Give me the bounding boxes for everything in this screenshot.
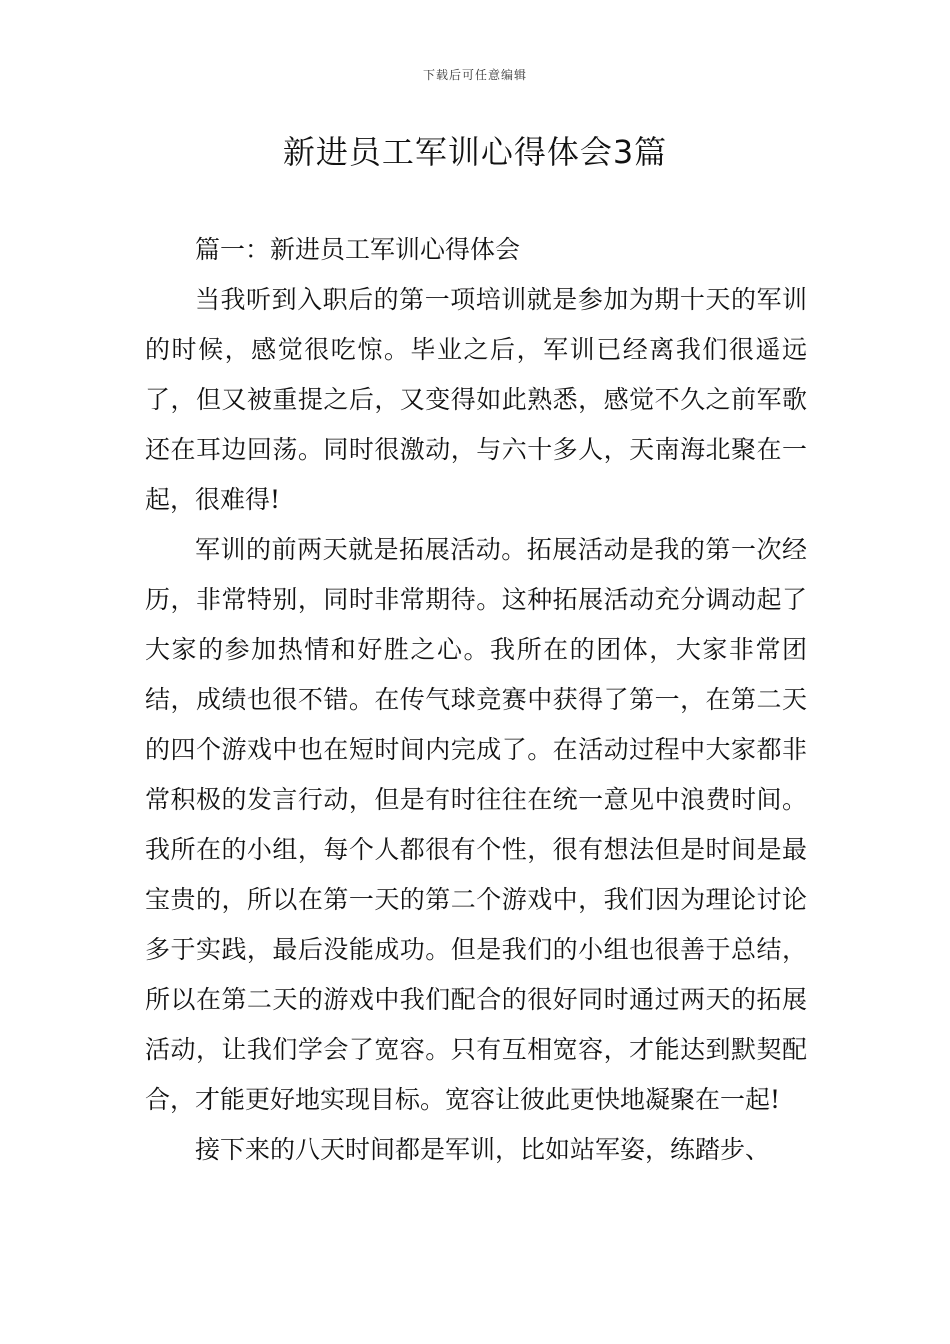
- header-note: 下载后可任意编辑: [422, 68, 527, 82]
- paragraph-3: 接下来的八天时间都是军训，比如站军姿，练踏步、: [195, 1135, 771, 1164]
- paragraph-2: 军训的前两天就是拓展活动。拓展活动是我的第一次经历，非常特别，同时非常期待。这种拓展活动充分调动起了大家的参加热情和好胜之心。我所在的团体，大家非常团结，成绩也很不错。在传气球竞赛中获得了第一，在第二天的四个游戏中也在短时间内完成了。在活动过程中大家都非常积极的发言行动，但是有时往往在统一意见中浪费时间。我所在的小组，每个人都很有个性，很有想法但是时间是最宝贵的，所以在第一天的第二个游戏中，我们因为理论讨论多于实践，最后没能成功。但是我们的小组也很善于总结，所以在第二天的游戏中我们配合的很好同时通过两天的拓展活动，让我们学会了宽容。只有互相宽容，才能达到默契配合，才能更好地实现目标。宽容让彼此更快地凝聚在一起!: [145, 535, 807, 1114]
- document-title: 新进员工军训心得体会3篇: [282, 133, 668, 171]
- document-body: [145, 225, 807, 1175]
- paragraph-1: 当我听到入职后的第一项培训就是参加为期十天的军训的时候，感觉很吃惊。毕业之后，军训已经离我们很遥远了，但又被重提之后，又变得如此熟悉，感觉不久之前军歌还在耳边回荡。同时很激动，与六十多人，天南海北聚在一起，很难得!: [145, 285, 807, 514]
- section-heading: 篇一：新进员工军训心得体会: [195, 235, 521, 264]
